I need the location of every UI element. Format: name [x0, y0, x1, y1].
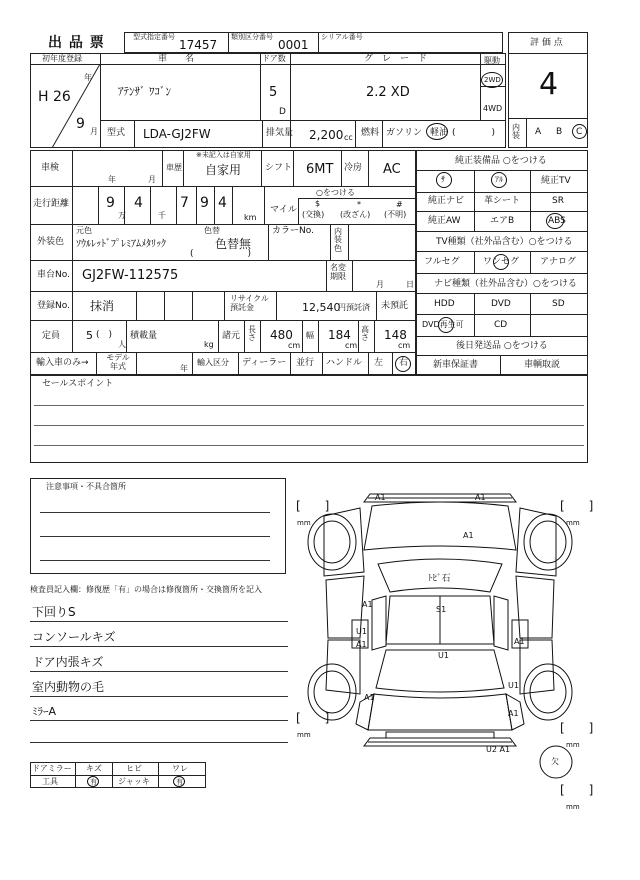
tv-analog: アナログ	[540, 257, 577, 267]
equip-item-circle-1	[436, 172, 452, 188]
mileage-digit-5: 4	[218, 195, 227, 211]
first-reg-label: 初年度登録	[42, 54, 82, 63]
nav-title: ナビ種類（社外品含む）○をつける	[434, 279, 577, 289]
diagram-label-hood-right: A1	[463, 531, 474, 540]
usage-label: 車歴	[166, 163, 182, 172]
diagram-label-right-quarter: A1	[508, 709, 519, 718]
usage-note: ※未記入は自家用	[196, 151, 251, 159]
diagram-label-front-bumper: A1	[375, 493, 386, 502]
legend-break: ワレ	[172, 764, 188, 773]
mile-label: マイル	[270, 205, 297, 215]
diagram-label-left-rear-u1: U1	[356, 627, 367, 636]
shift-label: シフト	[265, 163, 293, 173]
diagram-label-right-rear-u1: U1	[508, 681, 519, 690]
diagram-label-center-u1: U1	[438, 651, 449, 660]
mileage-digit-3: 7	[180, 195, 189, 211]
note-line-4: 室内動物の毛	[32, 680, 105, 694]
mileage-digit-1: 9	[106, 195, 115, 211]
grade-label: グ レ ー ド	[364, 54, 428, 64]
model-year-unit: 年	[180, 364, 188, 373]
diagram-label-right-rear: A1	[514, 637, 525, 646]
meter-unknown-text: (不明)	[384, 210, 407, 219]
legend-jack-value: 有	[176, 778, 183, 786]
recycle-not: 未預託	[381, 301, 409, 311]
width-label: 幅	[306, 331, 314, 340]
reg-no-label: 登録No.	[37, 301, 70, 311]
color-name: ｿｳﾙﾚｯﾄﾞﾌﾟﾚﾐｱﾑﾒﾀﾘｯｸ	[76, 239, 166, 250]
drive-2wd-circle	[481, 72, 503, 88]
chassis-label: 車台No.	[37, 270, 70, 280]
docs-warranty: 新車保証書	[433, 360, 479, 370]
mileage-man-unit: 万	[118, 211, 126, 220]
grade-value: 2.2 XD	[366, 85, 410, 100]
score-label: 評 価 点	[530, 38, 563, 48]
tv-fullseg: フルセグ	[424, 257, 460, 267]
recycle-amount: 12,540	[302, 301, 341, 314]
category-label: 類別区分番号	[231, 33, 273, 41]
inspection-label: 車検	[41, 163, 60, 173]
diagram-label-left-rear-a1: A1	[356, 640, 367, 649]
import-label: 輸入車のみ→	[36, 358, 89, 368]
model-designation-label: 型式指定番号	[133, 33, 175, 41]
fuel-diesel-circle	[426, 123, 448, 140]
sales-point-label: セールスポイント	[42, 379, 114, 389]
tire-bracket-front-left: [ ]	[296, 499, 330, 513]
displacement-label: 排気量	[266, 128, 294, 138]
fuel-other: ( )	[452, 128, 496, 138]
notes-title: 注意事項・不具合箇所	[46, 482, 126, 491]
recycle-label: リサイクル預託金	[230, 294, 269, 313]
capacity-unit: 人	[118, 340, 126, 349]
diagram-label-left-front-door: A1	[362, 600, 373, 609]
nav-hdd: HDD	[434, 299, 455, 309]
equip-abs: ABS	[548, 216, 566, 226]
model-type-label: 型式	[107, 128, 126, 138]
equip-sr: SR	[552, 196, 564, 206]
inspection-year-unit: 年	[108, 175, 116, 184]
recycle-unit: 円預託済	[338, 303, 370, 312]
docs-title: 後日発送品 ○をつける	[456, 341, 548, 351]
car-diagram	[290, 480, 590, 780]
equip-alloy-short: ｱﾙ	[495, 175, 503, 184]
legend-jack: ジャッキ	[118, 777, 150, 786]
mileage-circle-note: ○をつける	[316, 188, 355, 197]
parallel-option: 並行	[296, 358, 315, 368]
height-value: 148	[384, 328, 407, 342]
nav-cd: CD	[494, 320, 508, 330]
load-unit: kg	[204, 340, 214, 349]
equipment-title: 純正装備品 ○をつける	[455, 156, 547, 166]
drive-4wd: 4WD	[483, 104, 503, 113]
reg-no-value: 抹消	[90, 299, 115, 313]
interior-grade-c: C	[576, 127, 583, 137]
note-line-2: コンソールキズ	[32, 630, 116, 644]
dealer-option: ディーラー	[242, 358, 287, 368]
diagram-label-rear-bumper: U2 A1	[486, 745, 511, 754]
color-change: 色替無	[215, 237, 252, 251]
legend-tools: 工具	[42, 777, 58, 786]
shift-value: 6MT	[306, 162, 334, 177]
tire-mm-front-right: mm	[566, 519, 580, 527]
handle-right: 右	[399, 358, 409, 368]
fuel-gasoline: ガソリン	[386, 128, 423, 138]
mileage-digit-2: 4	[134, 195, 143, 211]
equip-leather: 革シート	[484, 196, 521, 206]
diagram-label-windshield: ﾄﾋﾞ石	[428, 574, 451, 584]
length-value: 480	[270, 328, 293, 342]
category-value: 0001	[278, 38, 309, 52]
legend-mirror: ドアミラー	[32, 764, 72, 773]
tv-oneseg-circle	[493, 254, 509, 270]
car-name-value: ｱﾃﾝｻﾞ ﾜｺﾞﾝ	[118, 85, 171, 98]
cooling-value: AC	[383, 162, 401, 177]
diagram-label-left-quarter: A1	[364, 693, 375, 702]
interior-grade-a: A	[535, 127, 542, 137]
form-title: 出 品 票	[48, 35, 105, 51]
meter-exchange-text: (交換)	[302, 210, 325, 219]
color-label: 外装色	[37, 237, 65, 247]
color-orig-label: 元色	[76, 226, 92, 235]
height-unit: cm	[398, 341, 411, 350]
legend-scratch: キズ	[86, 764, 102, 773]
color-no-label: カラーNo.	[272, 226, 314, 236]
tv-oneseg: ワンセグ	[483, 257, 520, 267]
drive-label: 駆動	[484, 56, 500, 65]
interior-label: 内装	[512, 123, 520, 140]
cooling-label: 冷房	[344, 163, 363, 173]
length-label: 長さ	[248, 325, 256, 342]
capacity-label: 定員	[42, 331, 61, 341]
import-type-label: 輸入区分	[197, 358, 229, 367]
displacement-value: 2,200	[309, 128, 344, 142]
first-reg-month: 9	[76, 116, 85, 132]
height-label: 高さ	[361, 325, 369, 342]
nav-sd: SD	[552, 299, 565, 309]
inspector-label: 検査員記入欄：修復歴「有」の場合は修復箇所・交換箇所を記入	[30, 585, 262, 594]
handle-label: ハンドル	[326, 358, 363, 368]
doors-label: ドア数	[262, 54, 286, 63]
tire-mm-spare: mm	[566, 803, 580, 811]
meter-exchange-symbol: $	[315, 199, 321, 208]
chassis-value: GJ2FW-112575	[82, 268, 179, 283]
width-unit: cm	[345, 341, 358, 350]
equip-item-circle-2	[491, 172, 507, 188]
mileage-digit-4: 9	[200, 195, 209, 211]
model-type-value: LDA-GJ2FW	[143, 127, 211, 141]
fuel-label: 燃料	[361, 128, 380, 138]
note-line-3: ドア内張キズ	[32, 655, 104, 669]
note-line-1: 下回りS	[32, 605, 76, 619]
mileage-label: 走行距離	[33, 199, 70, 209]
displacement-unit: cc	[344, 133, 353, 142]
tire-mm-front-left: mm	[297, 519, 311, 527]
equip-aw: 純正AW	[428, 216, 461, 226]
load-label: 積載量	[130, 331, 158, 341]
handle-right-circle	[395, 356, 411, 372]
doors-value: 5	[269, 85, 278, 100]
serial-label: シリアル番号	[321, 33, 363, 41]
door-type-value: D	[279, 107, 286, 117]
legend-tools-value: 有	[90, 778, 97, 786]
tire-bracket-rear-left: [ ]	[296, 711, 330, 725]
equip-navi: 純正ナビ	[428, 196, 465, 206]
equip-nav-short: ｻ	[441, 175, 445, 184]
equip-tv: 純正TV	[541, 176, 571, 186]
color-paren: ( )	[190, 249, 252, 259]
tire-bracket-spare: [ ]	[560, 783, 594, 797]
tire-mm-rear-right: mm	[566, 741, 580, 749]
meter-tampered-symbol: *	[357, 200, 361, 209]
score-value: 4	[539, 67, 559, 102]
tire-mm-rear-left: mm	[297, 731, 311, 739]
interior-grade-circle	[572, 124, 587, 139]
first-reg-year-unit: 年	[84, 73, 92, 82]
nav-dvd-play-circle	[438, 317, 454, 333]
diagram-label-front-bumper-right: A1	[475, 493, 486, 502]
note-line-5: ﾐﾗｰA	[32, 705, 57, 718]
meter-unknown-symbol: #	[396, 200, 403, 209]
diagram-label-roof: S1	[436, 605, 447, 614]
diagram-label-missing: 欠	[551, 757, 559, 766]
legend-tools-circle	[87, 776, 99, 787]
usage-value: 自家用	[205, 163, 242, 177]
name-change-label: 名変期限	[330, 263, 346, 281]
tv-title: TV種類（社外品含む）○をつける	[436, 237, 573, 247]
first-reg-era: H 26	[38, 89, 71, 105]
handle-left: 左	[374, 358, 384, 368]
docs-manual: 車輌取説	[524, 360, 561, 370]
fuel-diesel: 軽油	[430, 128, 449, 138]
first-reg-month-unit: 月	[90, 127, 98, 136]
model-year-label: モデル年式	[106, 353, 130, 371]
capacity-paren: ( )	[96, 330, 113, 340]
tire-bracket-front-right: [ ]	[560, 499, 594, 513]
tire-bracket-rear-right: [ ]	[560, 721, 594, 735]
mileage-km-unit: km	[244, 213, 257, 222]
mileage-sen-unit: 千	[158, 211, 166, 220]
equip-airbag: エアB	[490, 216, 515, 226]
nav-dvd-play: DVD再生可	[422, 320, 464, 329]
sales-point-box	[30, 375, 588, 463]
color-repaint-label: 色替	[204, 226, 220, 235]
name-change-day: 日	[406, 280, 414, 289]
model-designation-value: 17457	[179, 38, 218, 52]
width-value: 184	[328, 328, 351, 342]
legend-jack-circle	[173, 776, 185, 787]
length-unit: cm	[288, 341, 301, 350]
car-name-label: 車 名	[158, 54, 195, 64]
equip-abs-circle	[546, 213, 564, 229]
interior-grade-b: B	[556, 127, 563, 137]
meter-tampered-text: (改ざん)	[340, 210, 371, 219]
name-change-month: 月	[376, 280, 384, 289]
dims-label: 諸元	[222, 331, 241, 341]
nav-dvd: DVD	[491, 299, 511, 309]
interior-color-label: 内装色	[334, 227, 342, 253]
capacity-value: 5	[86, 329, 93, 342]
drive-2wd: 2WD	[484, 76, 501, 84]
legend-crack: ヒビ	[126, 764, 142, 773]
inspection-month-unit: 月	[148, 175, 156, 184]
